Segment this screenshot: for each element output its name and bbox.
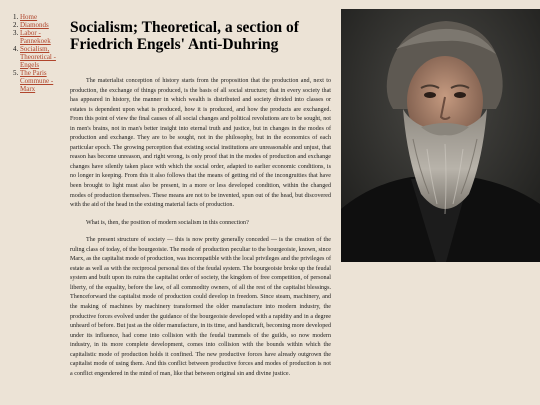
nav-item-labor bbox=[20, 29, 62, 45]
sidebar-nav bbox=[0, 13, 62, 93]
nav-item-home bbox=[20, 13, 62, 21]
nav-link-socialism-engels[interactable]: Socialism, Theoretical - Engels bbox=[20, 45, 56, 69]
nav-item-socialism bbox=[20, 45, 62, 69]
article-paragraph-3: The present structure of society — this is now pretty generally conceded — is the creation of the ruling class of today, of the bourgeoisie. The mode of production peculiar to the bourgeoisie, known, since Marx, as the capitalist mode of production, was incompatible with the local privileges and the privileges of estate as well as with the reciprocal personal ties of the feudal system. The bourgeoisie broke up the feudal system and built upon its ruins the capitalist order of society, the kingdom of free competition, of personal liberty, of the equality, before the law, of all commodity owners, of all the rest of the capitalist blessings. Thenceforward the capitalist mode of production could develop in freedom. Since steam, machinery, and the making of machines by machinery transformed the older manufacture into modern industry, the productive forces evolved under the guidance of the bourgeoisie developed with a rapidity and in a degree unheard of before. But just as the older manufacture, in its time, and handicraft, becoming more developed under its influence, had come into collision with the feudal trammels of the guilds, so now modern industry, in its more complete development, comes into collision with the bounds within which the capitalistic mode of production holds it confined. The new productive forces have already outgrown the capitalist mode of using them. And this conflict between productive forces and modes of production is not a conflict engendered in the mind of man, like that between original sin and divine justice. bbox=[70, 237, 331, 377]
nav-item-diamonds bbox=[20, 21, 62, 29]
article bbox=[70, 19, 331, 387]
nav-link-home[interactable]: Home bbox=[20, 13, 38, 21]
nav-link-diamonds[interactable]: Diamonds bbox=[20, 21, 49, 29]
nav-link-labor-pannekoek[interactable]: Labor - Pannekoek bbox=[20, 29, 51, 45]
nav-link-paris-commune-marx[interactable]: The Paris Commune - Marx bbox=[20, 69, 54, 93]
article-paragraph-1: The materialist conception of history starts from the proposition that the production and, next to production, the exchange of things produced, is the basis of all social structure; that in every society that has appeared in history, the manner in which wealth is distributed and society divided into classes or estates is dependent upon what is produced, how it is produced, and how the products are exchanged. From this point of view the final causes of all social changes and political revolutions are to be sought, not in men's brains, not in man's better insight into eternal truth and justice, but in changes in the modes of production and exchange. They are to be sought, not in the philosophy, but in the economics of each particular epoch. The growing perception that existing social institutions are unreasonable and unjust, that reason has become unreason, and right wrong, is only proof that in the modes of production and exchange changes have silently taken place with which the social order, adapted to earlier economic conditions, is no longer in keeping. From this it also follows that the means of getting rid of the incongruities that have been brought to light must also be present, in a more or less developed condition, within the changed modes of production themselves. These means are not to be invented, spun out of the head, but discovered with the aid of the head in the existing material facts of production. bbox=[70, 78, 331, 209]
nav-item-paris-commune bbox=[20, 69, 62, 93]
engels-portrait-photo bbox=[341, 9, 540, 262]
article-title: Socialism; Theoretical, a section of Friedrich Engels' Anti-Duhring bbox=[70, 19, 299, 53]
portrait-photo-icon bbox=[341, 9, 540, 262]
article-paragraph-2: What is, then, the position of modern socialism in this connection? bbox=[86, 219, 249, 226]
